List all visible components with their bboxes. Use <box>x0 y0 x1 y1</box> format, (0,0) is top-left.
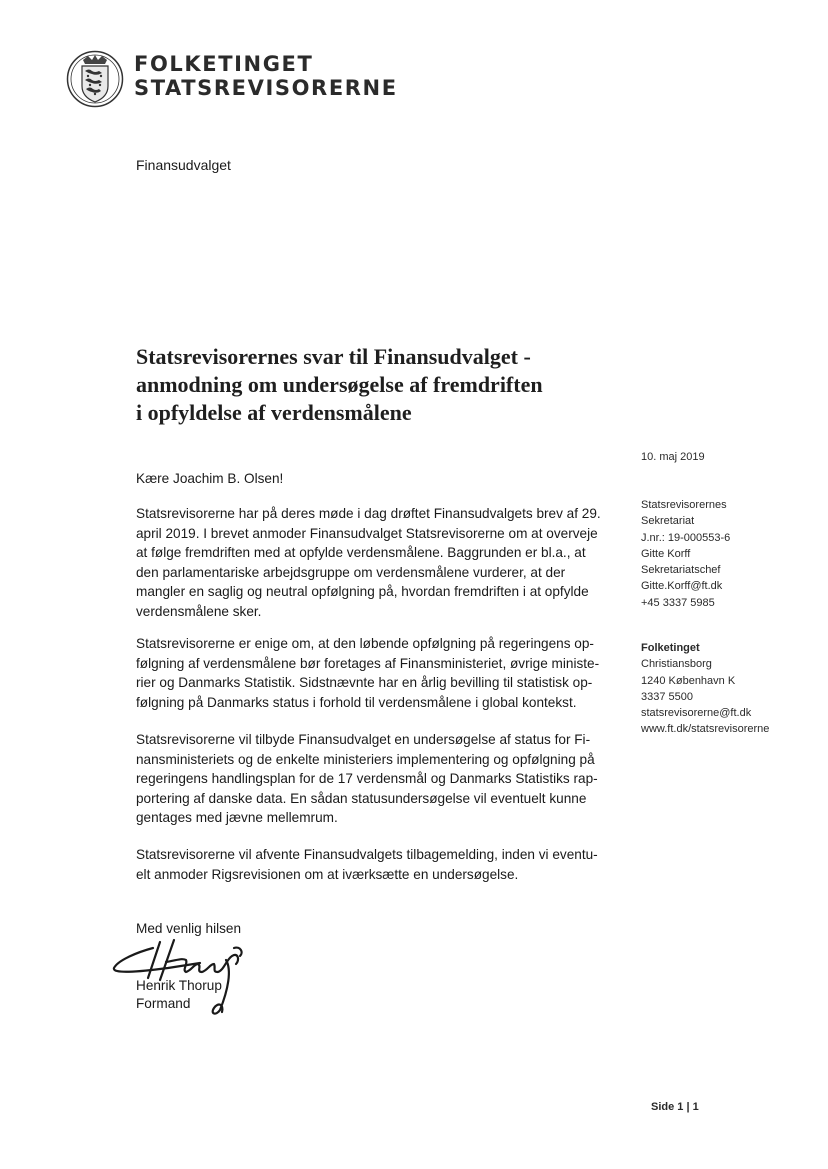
text-line: elt anmoder Rigsrevisionen om at iværksætte en undersøgelse. <box>136 866 519 882</box>
organization-name-line2: STATSREVISORERNE <box>134 76 398 100</box>
text-line: april 2019. I brevet anmoder Finansudvalget Statsrevisorerne om at overveje <box>136 525 598 541</box>
sender-line: Sekretariat <box>641 515 695 528</box>
address-line: 1240 København K <box>641 674 736 687</box>
letter-date: 10. maj 2019 <box>641 451 705 463</box>
title-line: Statsrevisorernes svar til Finansudvalget - <box>136 344 531 369</box>
organization-name-line1: FOLKETINGET <box>134 52 314 76</box>
text-line: følgning på Danmarks status i forhold til verdensmålene i global kontekst. <box>136 694 577 710</box>
closing-salutation: Med venlig hilsen <box>136 921 242 936</box>
text-line: portering af danske data. En sådan statusundersøgelse vil eventuelt kunne <box>136 790 587 806</box>
address-org: Folketinget <box>641 642 700 654</box>
journal-number: J.nr.: 19-000553-6 <box>641 531 731 544</box>
sender-details <box>641 497 811 611</box>
text-line: gentages med jævne mellemrum. <box>136 810 338 825</box>
signatory <box>136 977 222 1013</box>
address-web: www.ft.dk/statsrevisorerne <box>641 723 770 736</box>
text-line: den parlamentariske arbejdsgruppe om verdensmålene vurderer, at der <box>136 564 566 580</box>
text-line: følgning af verdensmålene bør foretages af Finansministeriet, øvrige ministe- <box>136 655 600 671</box>
address-email: statsrevisorerne@ft.dk <box>641 707 752 720</box>
sender-name: Gitte Korff <box>641 547 691 560</box>
paragraph-4 <box>136 845 614 884</box>
address-phone: 3337 5500 <box>641 690 693 703</box>
paragraph-3 <box>136 730 614 828</box>
sender-phone: +45 3337 5985 <box>641 596 715 609</box>
text-line: regeringens handlingsplan for de 17 verdensmål og Danmarks Statistiks rap- <box>136 771 598 786</box>
address-line: Christiansborg <box>641 658 712 671</box>
letter-title <box>136 343 616 427</box>
text-line: Statsrevisorerne vil afvente Finansudvalgets tilbagemelding, inden vi eventu- <box>136 847 598 862</box>
organization-name <box>134 52 398 100</box>
page-number: Side 1 | 1 <box>651 1101 699 1113</box>
danish-coat-of-arms-icon <box>66 50 124 108</box>
signatory-role: Formand <box>136 996 191 1011</box>
title-line: i opfyldelse af verdensmålene <box>136 400 412 425</box>
recipient: Finansudvalget <box>136 157 231 173</box>
greeting: Kære Joachim B. Olsen! <box>136 471 284 486</box>
paragraph-1 <box>136 504 614 621</box>
text-line: Statsrevisorerne vil tilbyde Finansudvalget en undersøgelse af status for Fi- <box>136 732 591 747</box>
text-line: verdensmålene sker. <box>136 603 262 619</box>
text-line: mangler en saglig og neutral opfølgning på, hvordan fremdriften i at opfylde <box>136 584 589 599</box>
sender-email: Gitte.Korff@ft.dk <box>641 580 723 593</box>
text-line: Statsrevisorerne har på deres møde i dag drøftet Finansudvalgets brev af 29. <box>136 506 601 521</box>
text-line: Statsrevisorerne er enige om, at den løbende opfølgning på regeringens op- <box>136 636 594 651</box>
paragraph-2 <box>136 634 614 712</box>
title-line: anmodning om undersøgelse af fremdriften <box>136 372 543 397</box>
text-line: nansministeriets og de enkelte ministeriers implementering og opfølgning på <box>136 751 595 767</box>
sender-line: Statsrevisorernes <box>641 499 727 511</box>
text-line: at følge fremdriften med at opfylde verdensmålene. Baggrunden er bl.a., at <box>136 545 586 560</box>
sender-role: Sekretariatschef <box>641 564 721 577</box>
signatory-name: Henrik Thorup <box>136 978 222 993</box>
address-block <box>641 640 811 738</box>
text-line: rier og Danmarks Statistik. Sidstnævnte har en årlig bevilling til statistisk op- <box>136 675 593 690</box>
